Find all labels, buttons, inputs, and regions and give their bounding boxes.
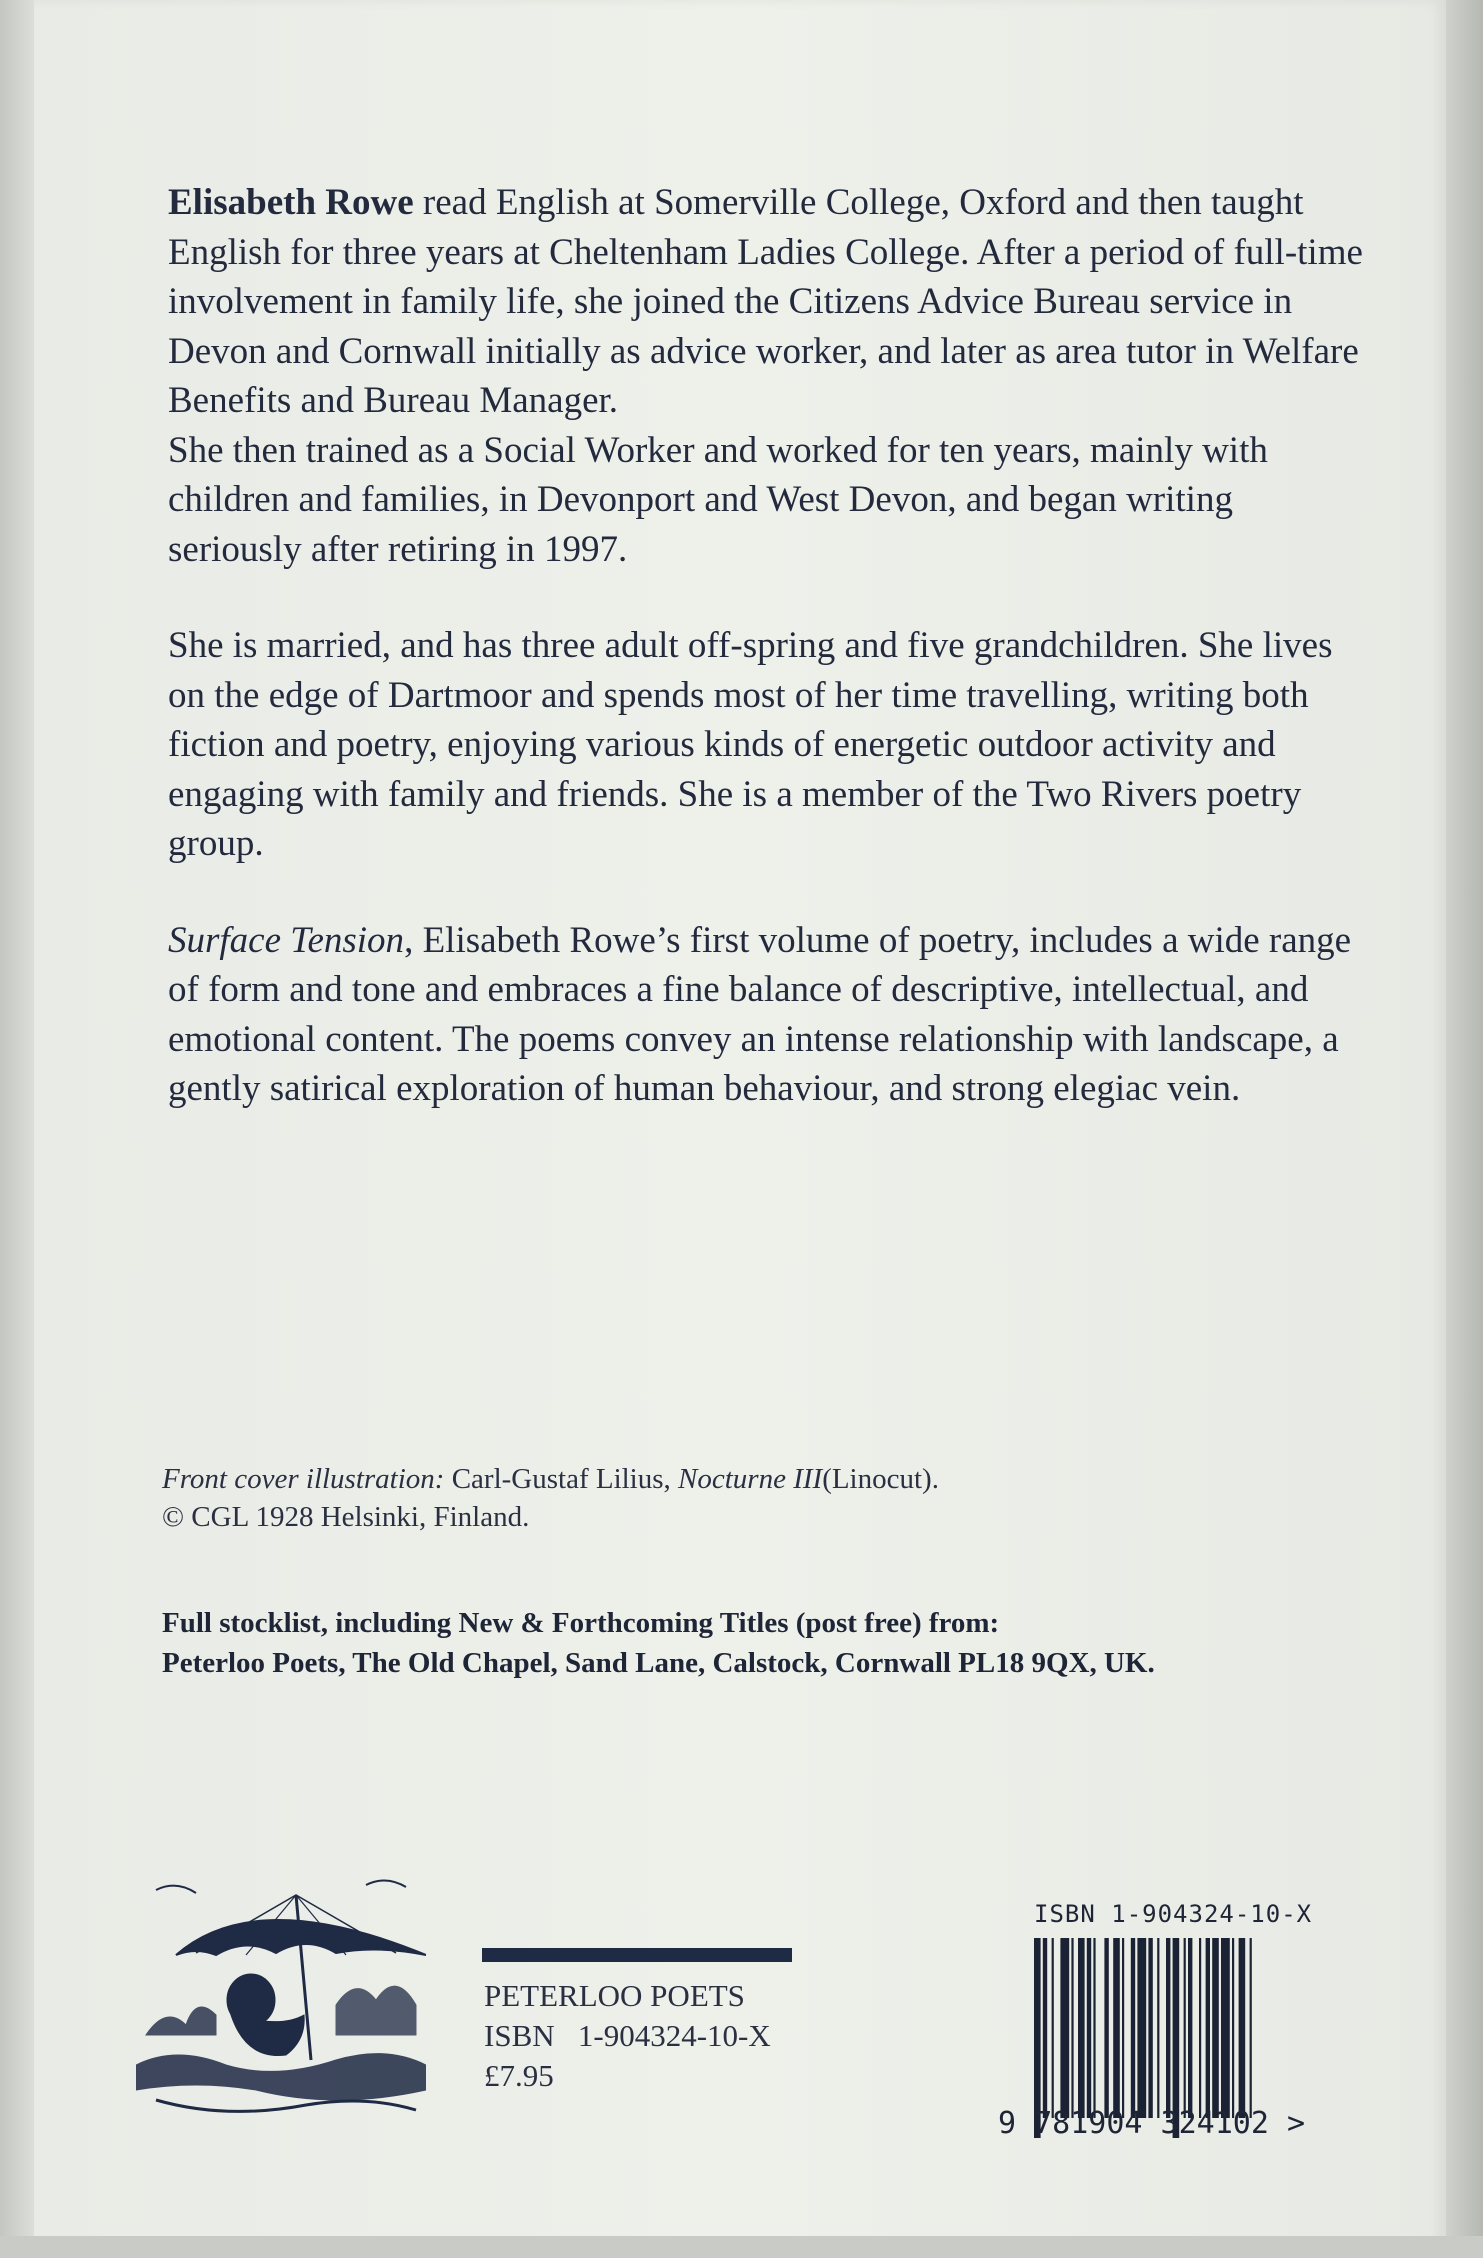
credit-artist: Carl-Gustaf Lilius, — [444, 1463, 679, 1495]
publisher-isbn: ISBN 1-904324-10-X — [484, 2018, 771, 2053]
page-edge-bottom — [0, 2236, 1483, 2258]
bio-paragraph-3: She is married, and has three adult off-spring and five grandchildren. She lives on the edge of Dartmoor and spends most of her time travelling, writing both fiction and poetry, enjoying various kinds of energetic outdoor activity and engaging with family and friends. She is a member of the Two Rivers poetry group. — [168, 625, 1333, 864]
stocklist-line-2: Peterloo Poets, The Old Chapel, Sand Lane, Calstock, Cornwall PL18 9QX, UK. — [162, 1647, 1155, 1679]
bio-paragraph-4-text: , Elisabeth Rowe’s first volume of poetry, includes a wide range of form and tone and embraces a fine balance of descriptive, intellectual, and emotional content. The poems convey an intense relationship with landscape, a gently satirical exploration of human behaviour, and strong elegiac vein. — [168, 919, 1352, 1109]
bio-paragraph-2: She then trained as a Social Worker and worked for ten years, mainly with children and families, in Devonport and West Devon, and began writing seriously after retiring in 1997. — [168, 429, 1268, 570]
page-edge-right — [1446, 0, 1483, 2258]
price: £7.95 — [484, 2058, 554, 2093]
credit-work: Nocturne III — [678, 1463, 823, 1495]
credit-copyright: © CGL 1928 Helsinki, Finland. — [162, 1501, 530, 1533]
credit-label: Front cover illustration: — [162, 1463, 445, 1495]
logo-umbrella-child-icon — [136, 1875, 426, 2125]
credit-medium: (Linocut). — [822, 1463, 939, 1495]
author-bio — [168, 178, 1368, 1114]
author-name: Elisabeth Rowe — [168, 182, 414, 223]
book-title: Surface Tension — [168, 919, 405, 961]
publisher-rule — [482, 1948, 792, 1962]
stocklist-info — [162, 1603, 1392, 1683]
publisher-info — [484, 1976, 884, 2096]
bio-paragraph-1 — [168, 178, 1368, 426]
spine-edge-left — [0, 0, 34, 2258]
bio-paragraph-4 — [168, 916, 1368, 1114]
barcode-isbn-label: ISBN 1-904324-10-X — [1034, 1900, 1313, 1928]
stocklist-line-1: Full stocklist, including New & Forthcoming Titles (post free) from: — [162, 1607, 1000, 1639]
publisher-name: PETERLOO POETS — [484, 1978, 745, 2013]
bio-paragraph-1-text: read English at Somerville College, Oxford and then taught English for three years at Cheltenham Ladies College. After a period of full-time involvement in family life, she joined the Citizens Advice Bureau service in Devon and Cornwall initially as advice worker, and later as area tutor in Welfare Benefits and Bureau Manager. — [168, 182, 1363, 421]
barcode-ean-digits: 9 781904 324102 > — [998, 2106, 1306, 2141]
cover-credit — [162, 1460, 1362, 1536]
